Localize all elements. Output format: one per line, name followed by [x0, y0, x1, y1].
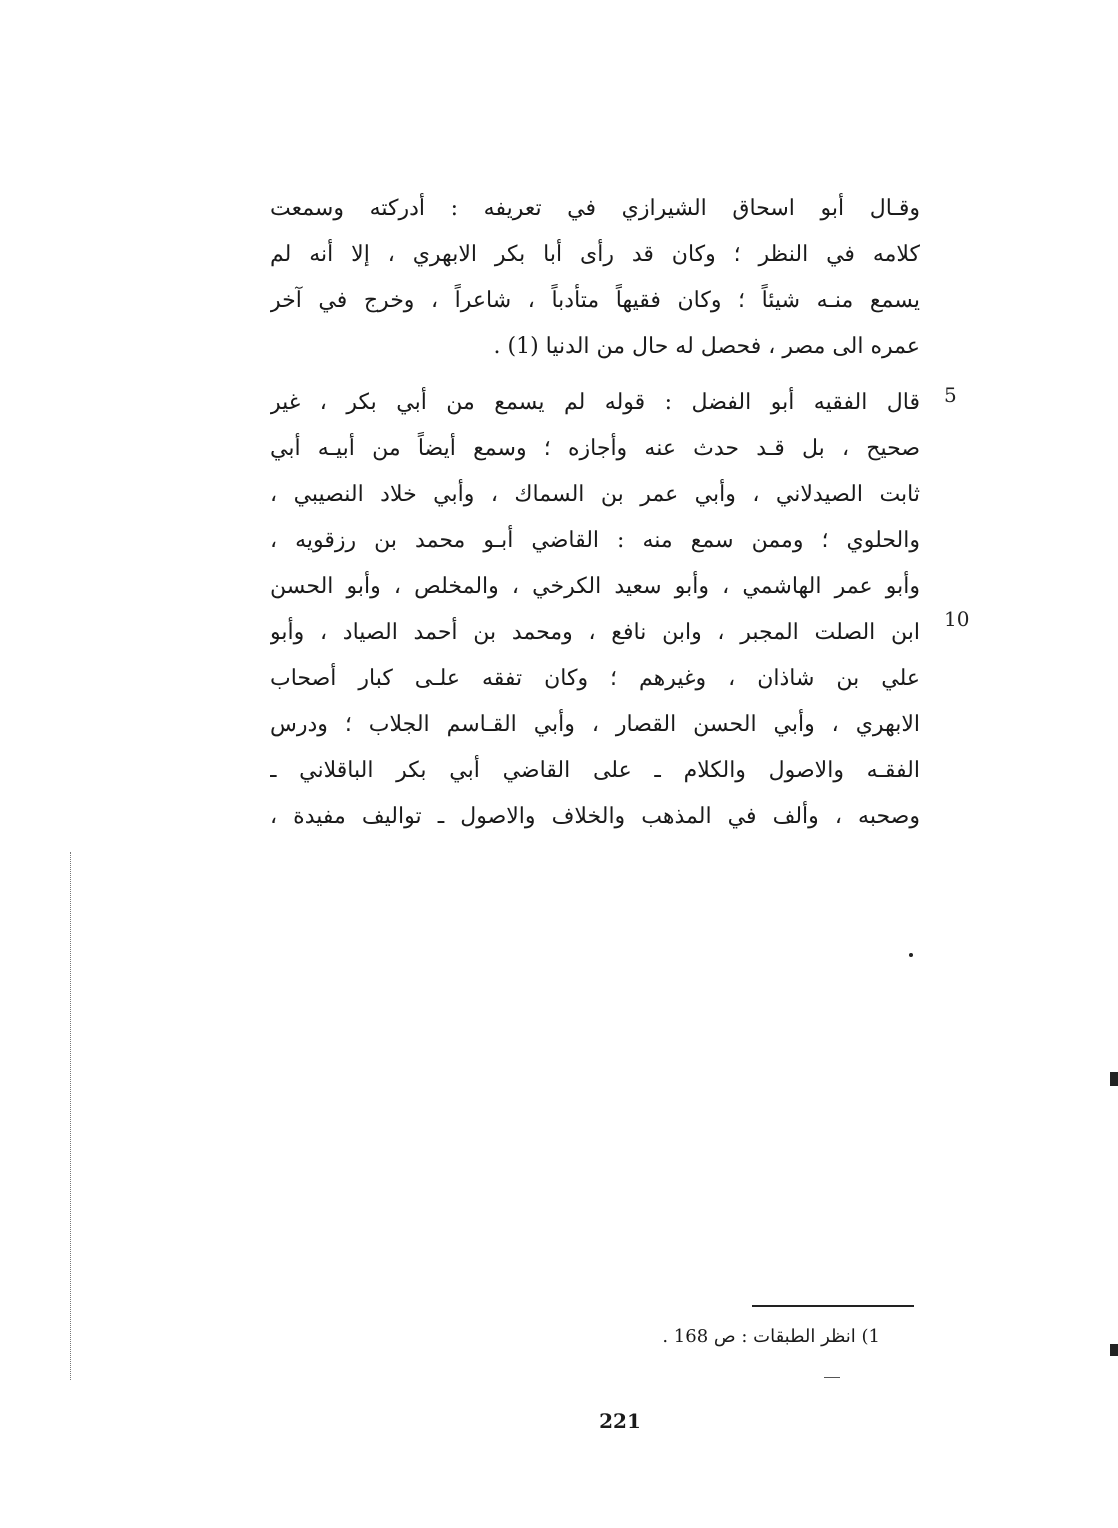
text-line-11: علي بن شاذان ، وغيرهم ؛ وكان تفقه علـى كبار أصحاب	[270, 666, 920, 691]
footnote-rule	[752, 1305, 914, 1307]
scan-edge-left	[70, 852, 71, 1380]
text-line-6: صحيح ، بل قـد حدث عنه وأجازه ؛ وسمع أيضاً من أبيـه أبي	[270, 436, 920, 461]
scan-speck-middle	[909, 953, 913, 957]
text-line-14: وصحبه ، وألف في المذهب والخلاف والاصول ـ تواليف مفيدة ،	[270, 804, 920, 829]
text-line-2: كلامه في النظر ؛ وكان قد رأى أبا بكر الابهري ، إلا أنه لم	[270, 242, 920, 267]
text-line-10: ابن الصلت المجبر ، وابن نافع ، ومحمد بن أحمد الصياد ، وأبو	[270, 620, 920, 645]
scan-mark-right-upper	[1110, 1072, 1118, 1086]
line-number-10: 10	[944, 607, 970, 631]
text-line-13: الفقـه والاصول والكلام ـ على القاضي أبي بكر الباقلاني ـ	[270, 758, 920, 783]
text-line-4: عمره الى مصر ، فحصل له حال من الدنيا (1) .	[493, 334, 920, 359]
main-text-block	[270, 186, 920, 840]
text-line-12: الابهري ، وأبي الحسن القصار ، وأبي القـاسم الجلاب ؛ ودرس	[270, 712, 920, 737]
scan-mark-right-lower	[1110, 1344, 1118, 1356]
text-line-1: وقـال أبو اسحاق الشيرازي في تعريفه : أدركته وسمعت	[270, 196, 920, 221]
page-number: 221	[599, 1409, 641, 1433]
footnote-end-mark	[824, 1377, 840, 1378]
text-line-5: قال الفقيه أبو الفضل : قوله لم يسمع من أبي بكر ، غير	[270, 390, 920, 415]
text-line-3: يسمع منـه شيئاً ؛ وكان فقيهاً متأدباً ، شاعراً ، وخرج في آخر	[270, 288, 920, 313]
text-line-9: وأبو عمر الهاشمي ، وأبو سعيد الكرخي ، والمخلص ، وأبو الحسن	[270, 574, 920, 599]
line-number-5: 5	[944, 383, 957, 407]
text-line-8: والحلوي ؛ وممن سمع منه : القاضي أبـو محمد بن رزقويه ،	[270, 528, 920, 553]
text-line-7: ثابت الصيدلاني ، وأبي عمر بن السماك ، وأبي خلاد النصيبي ،	[270, 482, 920, 507]
footnote: 1) انظر الطبقات : ص 168 .	[662, 1326, 880, 1347]
